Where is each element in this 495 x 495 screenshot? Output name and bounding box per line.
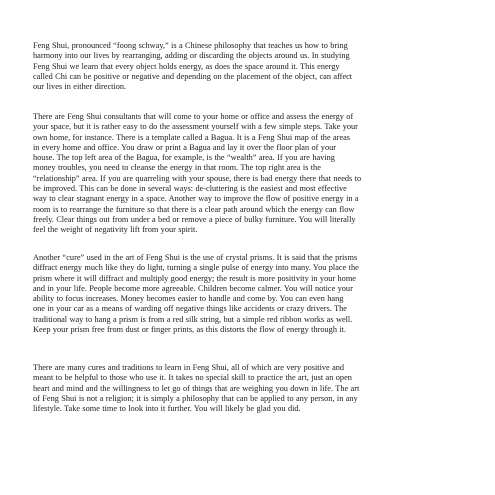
paragraph-line: feel the weight of negativity lift from your spirit.	[33, 225, 198, 235]
paragraph-line: room is to rearrange the furniture so that there is a clear path around which the energy can flow	[33, 204, 355, 214]
paragraph-intro	[33, 41, 471, 92]
paragraph-line: lifestyle. Take some time to look into it further. You will likely be glad you did.	[33, 404, 301, 414]
paragraph-line: one in your car as a means of warding off negative things like accidents or crazy drivers. The	[33, 304, 347, 314]
paragraph-line: way to clear stagnant energy in a space. Another way to improve the flow of positive energy in a	[33, 194, 359, 204]
paragraph-line: prism where it will diffract and multiply good energy; the result is more positivity in your home	[33, 273, 356, 283]
paragraph-line: called Chi can be positive or negative and depending on the placement of the object, can affect	[33, 71, 353, 81]
paragraph-line: and in your life. People become more agreeable. Children become calmer. You will notice your	[33, 283, 353, 293]
paragraph-line: own home, for instance. There is a template called a Bagua. It is a Feng Shui map of the areas	[33, 132, 351, 142]
paragraph-line: our lives in either direction.	[33, 82, 127, 92]
paragraph-line: Feng Shui we learn that every object holds energy, as does the space around it. This energy	[33, 61, 340, 71]
paragraph-line: traditional way to hang a prism is from a red silk string, but a simple red ribbon works as well.	[33, 314, 353, 324]
paragraph-line: your space, but it is rather easy to do the assessment yourself with a few simple steps. Take your	[33, 122, 358, 132]
paragraph-line: ability to focus increases. Money becomes easier to handle and come by. You can even hang	[33, 294, 344, 304]
paragraph-line: Another “cure” used in the art of Feng Shui is the use of crystal prisms. It is said that the prisms	[33, 253, 358, 262]
paragraph-line: Keep your prism free from dust or finger prints, as this distorts the flow of energy through it.	[33, 325, 347, 335]
paragraph-line: of Feng Shui is not a religion; it is simply a philosophy that can be applied to any person, in any	[33, 393, 358, 403]
paragraph-prisms	[33, 253, 471, 335]
paragraph-line: be improved. This can be done in several ways: de-cluttering is the easiest and most effective	[33, 184, 347, 194]
paragraph-line: in every home and office. You draw or print a Bagua and lay it over the floor plan of your	[33, 142, 337, 152]
paragraph-line: There are many cures and traditions to learn in Feng Shui, all of which are very positive and	[33, 363, 345, 372]
paragraph-line: “relationship” area. If you are quarreling with your spouse, there is bad energy there that needs to	[33, 173, 362, 183]
paragraph-line: diffract energy much like they do light, turning a single pulse of energy into many. You place the	[33, 263, 359, 273]
paragraph-line: money troubles, you need to cleanse the energy in that room. The top right area is the	[33, 163, 321, 173]
paragraph-line: meant to be helpful to those who use it. It takes no special skill to practice the art, just an open	[33, 373, 352, 383]
paragraph-line: house. The top left area of the Bagua, for example, is the “wealth” area. If you are having	[33, 153, 335, 163]
paragraph-line: heart and mind and the willingness to let go of things that are weighing you down in life. The art	[33, 383, 360, 393]
paragraph-bagua	[33, 112, 471, 236]
paragraph-conclusion	[33, 363, 471, 414]
paragraph-line: There are Feng Shui consultants that will come to your home or office and assess the energy of	[33, 112, 354, 121]
paragraph-line: Feng Shui, pronounced “foong schway,” is a Chinese philosophy that teaches us how to bring	[33, 41, 348, 50]
paragraph-line: harmony into our lives by rearranging, adding or discarding the objects around us. In studying	[33, 51, 350, 61]
paragraph-line: freely. Clear things out from under a bed or remove a piece of bulky furniture. You will literally	[33, 214, 356, 224]
